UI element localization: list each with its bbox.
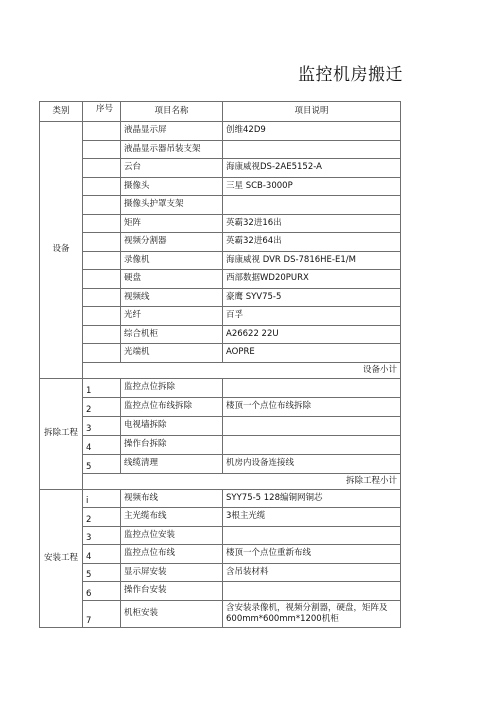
seq-cell: [83, 307, 121, 326]
item-name-cell: 矩阵: [121, 214, 223, 233]
item-name-cell: 操作台安装: [121, 582, 223, 601]
table-row: [40, 177, 401, 196]
item-desc-cell: 英霸32进64出: [223, 233, 401, 252]
item-name-cell: 视频线: [121, 288, 223, 307]
table-row: [40, 325, 401, 344]
item-name-cell: 液晶显示器吊装支架: [121, 140, 223, 159]
seq-cell: 2: [83, 508, 121, 527]
seq-cell: [83, 196, 121, 215]
table-row: [40, 454, 401, 473]
item-desc-cell: 楼顶一个点位布线拆除: [223, 397, 401, 416]
table-row: [40, 233, 401, 252]
item-name-cell: 摄像头护罩支架: [121, 196, 223, 215]
table-row: [40, 307, 401, 326]
table-row: [40, 270, 401, 289]
seq-cell: 6: [83, 582, 121, 601]
item-desc-cell: 创维42D9: [223, 122, 401, 141]
item-name-cell: 主光缆布线: [121, 508, 223, 527]
table-row: [40, 563, 401, 582]
item-desc-cell: AOPRE: [223, 344, 401, 363]
seq-cell: 2: [83, 397, 121, 416]
table-row: [40, 251, 401, 270]
table-row: [40, 489, 401, 508]
category-cell: 拆除工程: [40, 378, 83, 489]
item-desc-cell: [223, 140, 401, 159]
table-row: [40, 600, 401, 627]
item-desc-cell: 三星 SCB-3000P: [223, 177, 401, 196]
seq-cell: 1: [83, 378, 121, 397]
item-desc-cell: A26622 22U: [223, 325, 401, 344]
item-name-cell: 硬盘: [121, 270, 223, 289]
item-name-cell: 电视墙拆除: [121, 416, 223, 435]
item-desc-cell: [223, 526, 401, 545]
item-name-cell: 液晶显示屏: [121, 122, 223, 141]
table-row: [40, 508, 401, 527]
item-name-cell: 监控点位布线: [121, 545, 223, 564]
item-desc-cell: 英霸32进16出: [223, 214, 401, 233]
item-desc-cell: 含吊装材料: [223, 563, 401, 582]
item-desc-cell: 西部数据WD20PURX: [223, 270, 401, 289]
page-bottom-edge: [39, 630, 401, 640]
item-desc-cell: 含安装录像机，视频分割器，硬盘，矩阵及600mm*600mm*1200机柜: [223, 600, 401, 627]
table-row: [40, 122, 401, 141]
item-name-cell: 视频布线: [121, 489, 223, 508]
seq-cell: [83, 159, 121, 178]
table-row: [40, 397, 401, 416]
item-name-cell: 机柜安装: [121, 600, 223, 627]
item-desc-cell: [223, 416, 401, 435]
table-row: [40, 416, 401, 435]
item-desc-cell: [223, 435, 401, 454]
item-desc-cell: [223, 196, 401, 215]
seq-cell: 7: [83, 600, 121, 627]
item-name-cell: 操作台拆除: [121, 435, 223, 454]
seq-cell: [83, 270, 121, 289]
item-desc-cell: 机房内设备连接线: [223, 454, 401, 473]
seq-cell: 4: [83, 435, 121, 454]
seq-cell: [83, 122, 121, 141]
table-row: [40, 214, 401, 233]
seq-cell: 5: [83, 454, 121, 473]
item-name-cell: 显示屏安装: [121, 563, 223, 582]
item-name-cell: 云台: [121, 159, 223, 178]
item-desc-cell: 楼顶一个点位重新布线: [223, 545, 401, 564]
item-desc-cell: SYY75-5 128编铜网铜芯: [223, 489, 401, 508]
table-body: [40, 102, 401, 628]
seq-cell: i: [83, 489, 121, 508]
category-cell: 安装工程: [40, 489, 83, 627]
table-row: [40, 140, 401, 159]
item-name-cell: 视频分割器: [121, 233, 223, 252]
seq-cell: [83, 233, 121, 252]
seq-cell: [83, 344, 121, 363]
header-row: [40, 102, 401, 122]
table-row: [40, 159, 401, 178]
seq-cell: [83, 325, 121, 344]
seq-cell: 3: [83, 416, 121, 435]
item-name-cell: 线缆清理: [121, 454, 223, 473]
document-title: 监控机房搬迁: [298, 65, 403, 85]
seq-cell: [83, 288, 121, 307]
seq-cell: [83, 251, 121, 270]
item-desc-cell: 豪鹰 SYV75-5: [223, 288, 401, 307]
table-row: [40, 526, 401, 545]
item-name-cell: 监控点位拆除: [121, 378, 223, 397]
header-item: 项目名称: [121, 102, 223, 122]
table-row: [40, 582, 401, 601]
seq-cell: 3: [83, 526, 121, 545]
table-row: [40, 378, 401, 397]
seq-cell: [83, 140, 121, 159]
item-name-cell: 综合机柜: [121, 325, 223, 344]
item-name-cell: 光端机: [121, 344, 223, 363]
project-table: [39, 101, 401, 628]
header-desc: 项目说明: [223, 102, 401, 122]
item-desc-cell: 3根主光缆: [223, 508, 401, 527]
table-row: [40, 545, 401, 564]
item-desc-cell: 海康威视 DVR DS-7816HE-E1/M: [223, 251, 401, 270]
subtotal-row: [40, 362, 401, 378]
item-name-cell: 摄像头: [121, 177, 223, 196]
item-desc-cell: 百孚: [223, 307, 401, 326]
item-desc-cell: 海康威视DS-2AE5152-A: [223, 159, 401, 178]
subtotal-label: 拆除工程小计: [83, 473, 401, 489]
item-name-cell: 光纤: [121, 307, 223, 326]
table-row: [40, 435, 401, 454]
seq-cell: 5: [83, 563, 121, 582]
subtotal-row: [40, 473, 401, 489]
table-row: [40, 288, 401, 307]
item-name-cell: 录像机: [121, 251, 223, 270]
item-name-cell: 监控点位布线拆除: [121, 397, 223, 416]
subtotal-label: 设备小计: [83, 362, 401, 378]
header-seq: 序号: [96, 103, 114, 114]
item-desc-cell: [223, 378, 401, 397]
category-cell: 设备: [40, 122, 83, 379]
header-seq-cell: [83, 102, 121, 122]
item-desc-cell: [223, 582, 401, 601]
seq-cell: 4: [83, 545, 121, 564]
header-category: 类别: [40, 102, 83, 122]
seq-cell: [83, 214, 121, 233]
table-row: [40, 344, 401, 363]
table-row: [40, 196, 401, 215]
item-name-cell: 监控点位安装: [121, 526, 223, 545]
seq-cell: [83, 177, 121, 196]
